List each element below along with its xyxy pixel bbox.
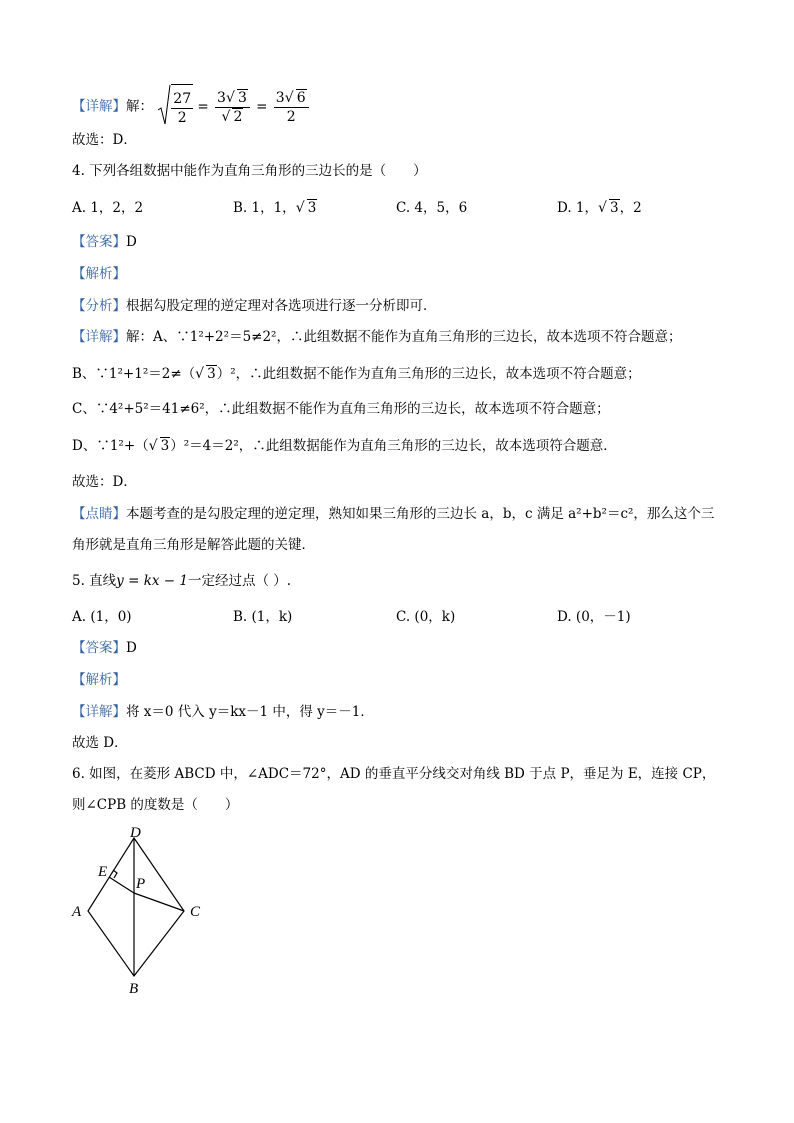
q5-choose: 故选 D． [72,735,128,751]
line-ep [109,877,134,893]
q4-option-a: A. 1，2，2 [72,200,144,216]
line-cp [134,893,184,911]
label-d: D [130,825,141,841]
q5-analysis-tag: 【解析】 [72,672,126,688]
radical-sign-icon [157,84,171,126]
sqrt-27-over-2: $\frac{27}{2}$ [157,84,193,130]
q4-fenxi: 【分析】根据勾股定理的逆定理对各选项进行逐一分析即可． [72,298,437,314]
q4-analysis-tag: 【解析】 [72,266,126,282]
rhombus-figure [70,825,220,1000]
q4-choose: 故选：D． [72,474,137,490]
q5-option-d: D. (0，－1) [557,609,631,625]
detail-tag: 【详解】 [72,98,126,115]
detail-prefix: 解： [126,98,153,115]
q5-option-b: B. (1，k) [233,609,293,625]
q4-title: 4. 下列各组数据中能作为直角三角形的三边长的是（ ） [72,163,427,179]
q5-answer: 【答案】D [72,640,137,656]
q4-answer: 【答案】D [72,234,137,250]
q5-option-c: C. (0，k) [396,609,456,625]
rhombus-abcd [88,838,184,976]
frac-3root6-over-2: $\frac{3√ 6}{2}$ [274,89,309,126]
q4-option-d: D. 1，√ 3，2 [557,198,642,218]
q4-detail-c: C、∵4²+5²＝41≠6²，∴此组数据不能作为直角三角形的三边长，故本选项不符合题意； [72,401,610,417]
label-p: P [136,876,146,892]
label-c: C [190,904,201,920]
frac-3root3-over-root2: 3√ 3 √ 2 [215,89,250,126]
q6-line-1: 6. 如图，在菱形 ABCD 中，∠ADC＝72°，AD 的垂直平分线交对角线 BD 于点 P，垂足为 E，连接 CP， [72,766,716,782]
q4-detail-d: D、∵1²+（√ 3）²＝4＝2²，∴此组数据能作为直角三角形的三边长，故本选项符合题意． [72,436,617,456]
q4-detail-a: 【详解】解：A、∵1²+2²＝5≠2²，∴此组数据不能作为直角三角形的三边长，故本选项不符合题意； [72,329,682,345]
label-a: A [72,904,82,920]
q4-option-c: C. 4，5，6 [396,200,468,216]
label-b: B [129,981,139,997]
label-e: E [98,864,108,880]
detail-line-1: 【详解】解： $\frac{27}{2}$ = 3√ 3 √ 2 = $\frac{3√ 6}{2}$ [72,84,311,128]
choose-line-1: 故选：D． [72,132,137,148]
q5-option-a: A. (1，0) [72,609,132,625]
q4-option-b: B. 1，1，√ 3 [233,198,317,218]
q5-detail: 【详解】将 x＝0 代入 y＝kx－1 中，得 y＝－1． [72,704,374,720]
q4-dianjing-1: 【点睛】本题考查的是勾股定理的逆定理，熟知如果三角形的三边长 a，b，c 满足 a²+b²＝c²，那么这个三 [72,506,715,522]
q4-detail-b: B、∵1²+1²＝2≠（√ 3）²，∴此组数据不能作为直角三角形的三边长，故本选项不符合题意； [72,364,641,384]
q4-dianjing-2: 角形就是直角三角形是解答此题的关键． [72,537,315,553]
q6-line-2: 则∠CPB 的度数是（ ） [72,797,239,813]
q5-title: 5. 直线y = kx − 1一定经过点（ ）. [72,573,292,589]
